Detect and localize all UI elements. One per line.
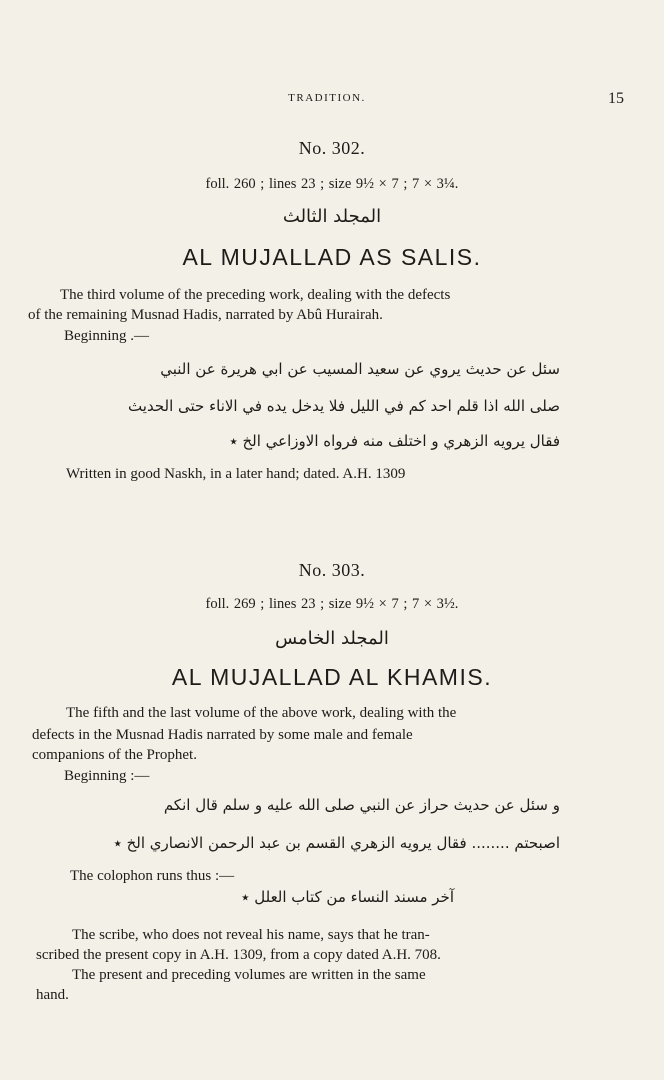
- beginning-label: Beginning :—: [64, 768, 150, 784]
- arabic-text-line: صلى الله اذا قلم احد كم في الليل فلا يدخل يده في الاناء حتى الحديث: [128, 397, 560, 415]
- closing-text: [72, 926, 558, 946]
- description: [60, 286, 558, 306]
- entry-number: No. 303.: [298, 560, 366, 580]
- description-line: companions of the Prophet.: [32, 747, 197, 763]
- arabic-text-line: اصبحتم ........ فقال يرويه الزهري القسم بن عبد الرحمن الانصاري الخ ٭: [113, 834, 560, 852]
- description: [32, 746, 558, 766]
- description: [66, 704, 558, 724]
- closing-text: [72, 966, 558, 986]
- closing-line: The present and preceding volumes are written in the same: [72, 967, 426, 983]
- entry-number: No. 302.: [298, 138, 366, 158]
- description-line: The third volume of the preceding work, dealing with the defects: [60, 287, 451, 303]
- beginning-label: Beginning .—: [64, 328, 149, 344]
- page-number: 15: [608, 90, 624, 107]
- entry-specs: foll. 260 ; lines 23 ; size 9½ × 7 ; 7 × 3¼.: [205, 176, 459, 192]
- arabic-text-line: فقال يرويه الزهري و اختلف منه فرواه الاوزاعي الخ ٭: [229, 432, 560, 450]
- entry-title: AL MUJALLAD AL KHAMIS.: [171, 664, 493, 690]
- description-line: defects in the Musnad Hadis narrated by some male and female: [32, 727, 413, 743]
- colophon-arabic: آخر مسند النساء من كتاب العلل ٭: [241, 888, 454, 906]
- description-line: of the remaining Musnad Hadis, narrated by Abû Hurairah.: [28, 307, 383, 323]
- description-line: The fifth and the last volume of the above work, dealing with the: [66, 705, 457, 721]
- description: [28, 306, 558, 326]
- closing-text: [36, 986, 558, 1006]
- running-head: [30, 92, 624, 110]
- entry-specs: foll. 269 ; lines 23 ; size 9½ × 7 ; 7 × 3½.: [205, 596, 459, 612]
- arabic-title: المجلد الثالث: [282, 206, 382, 227]
- entry-title: AL MUJALLAD AS SALIS.: [182, 244, 482, 270]
- running-title: TRADITION.: [288, 92, 366, 104]
- closing-line: hand.: [36, 987, 69, 1003]
- arabic-title: المجلد الخامس: [275, 628, 389, 649]
- description: [32, 726, 558, 746]
- arabic-text-line: سئل عن حديث يروي عن سعيد المسيب عن ابي هريرة عن النبي: [160, 360, 560, 378]
- script-note: Written in good Naskh, in a later hand; dated. A.H. 1309: [66, 466, 406, 482]
- closing-line: scribed the present copy in A.H. 1309, from a copy dated A.H. 708.: [36, 947, 441, 963]
- closing-text: [36, 946, 558, 966]
- arabic-text-line: و سئل عن حديث حراز عن النبي صلى الله عليه و سلم قال انكم: [163, 796, 560, 814]
- colophon-label: The colophon runs thus :—: [70, 868, 235, 884]
- closing-line: The scribe, who does not reveal his name, says that he tran-: [72, 927, 430, 943]
